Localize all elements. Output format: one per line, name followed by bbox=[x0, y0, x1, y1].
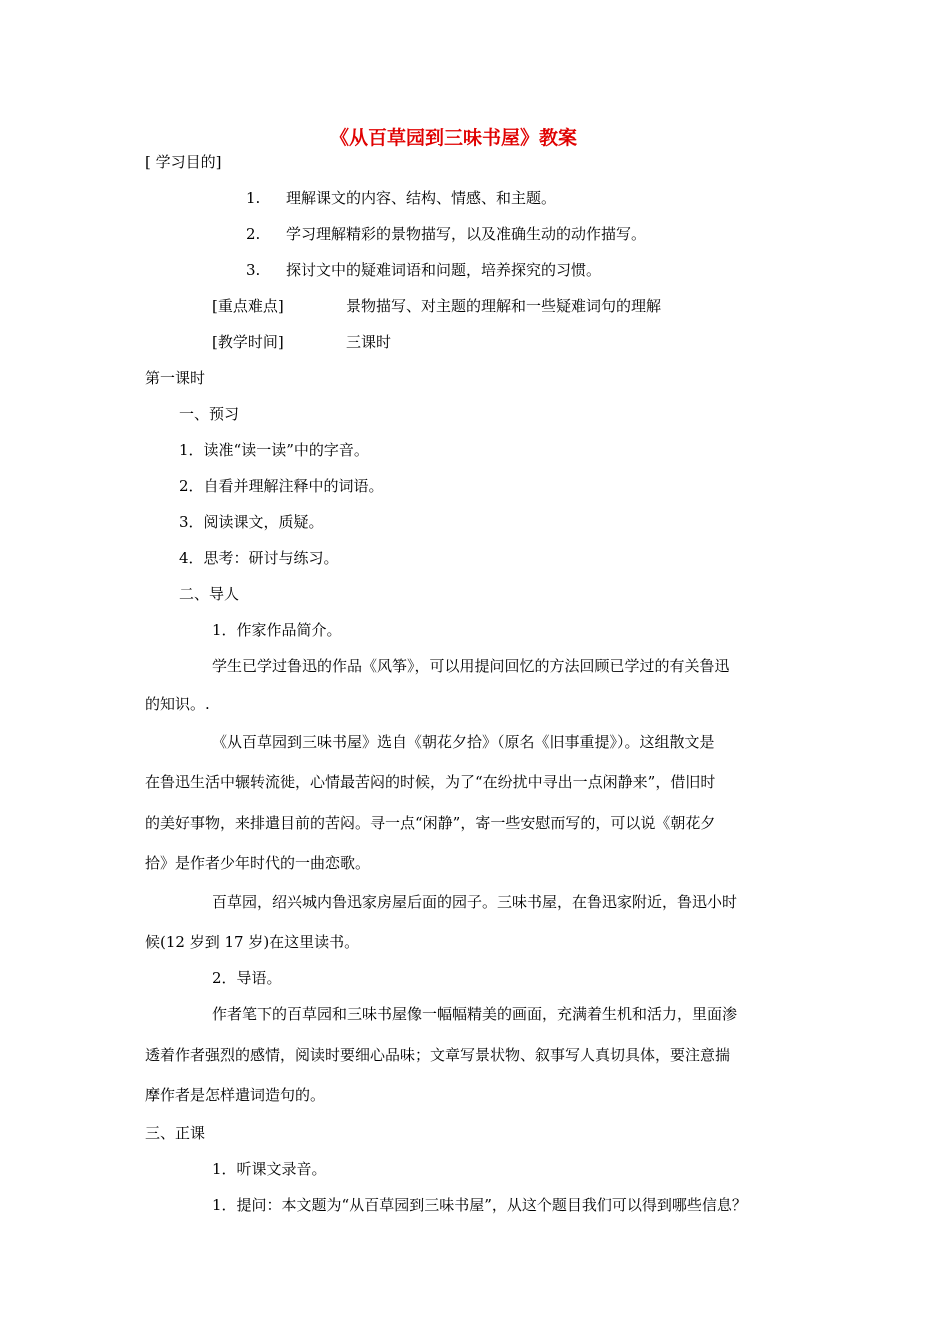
teaching-time bbox=[212, 332, 391, 352]
paragraph-line: 的知识。. bbox=[145, 695, 210, 713]
teaching-time-label: [教学时间] bbox=[212, 333, 284, 351]
objective-number: 2. bbox=[246, 225, 261, 243]
key-points-text: 景物描写、对主题的理解和一些疑难词句的理解 bbox=[346, 297, 662, 315]
document-title: 《从百草园到三味书屋》教案 bbox=[330, 127, 578, 149]
paragraph-line: 拾》是作者少年时代的一曲恋歌。 bbox=[145, 854, 371, 872]
paragraph-line: 《从百草园到三味书屋》选自《朝花夕拾》（原名《旧事重提》）。这组散文是 bbox=[212, 733, 715, 751]
subheading-lead-in: 2．导语。 bbox=[212, 969, 282, 987]
objective-text: 理解课文的内容、结构、情感、和主题。 bbox=[286, 189, 557, 207]
objectives-heading: [ 学习目的] bbox=[145, 153, 222, 171]
section-heading-main: 三、正课 bbox=[145, 1124, 206, 1142]
key-points bbox=[212, 296, 661, 316]
objective-text: 探讨文中的疑难词语和问题，培养探究的习惯。 bbox=[286, 261, 602, 279]
subheading-author-intro: 1．作家作品简介。 bbox=[212, 621, 342, 639]
objective-1 bbox=[246, 188, 556, 208]
main-item: 1．提问：本文题为“从百草园到三味书屋”，从这个题目我们可以得到哪些信息？ bbox=[212, 1196, 747, 1214]
objective-2 bbox=[246, 224, 646, 244]
paragraph-line: 摩作者是怎样遣词造句的。 bbox=[145, 1086, 326, 1104]
paragraph-line: 在鲁迅生活中辗转流徙，心情最苦闷的时候，为了“在纷扰中寻出一点闲静来”，借旧时 bbox=[145, 773, 716, 791]
paragraph-line: 候(12 岁到 17 岁)在这里读书。 bbox=[145, 933, 360, 951]
paragraph-line: 透着作者强烈的感情，阅读时要细心品味；文章写景状物、叙事写人真切具体，要注意揣 bbox=[145, 1046, 731, 1064]
main-item: 1．听课文录音。 bbox=[212, 1160, 327, 1178]
objective-number: 3. bbox=[246, 261, 261, 279]
preview-item: 1．读准“读一读”中的字音。 bbox=[179, 441, 369, 459]
key-points-label: [重点难点] bbox=[212, 297, 284, 315]
section-heading-intro: 二、导人 bbox=[179, 585, 240, 603]
paragraph-line: 的美好事物，来排遣目前的苦闷。寻一点“闲静”，寄一些安慰而写的，可以说《朝花夕 bbox=[145, 814, 716, 832]
section-heading-preview: 一、预习 bbox=[179, 405, 240, 423]
preview-item: 2．自看并理解注释中的词语。 bbox=[179, 477, 384, 495]
paragraph-line: 作者笔下的百草园和三味书屋像一幅幅精美的画面，充满着生机和活力，里面渗 bbox=[212, 1005, 738, 1023]
preview-item: 4．思考：研讨与练习。 bbox=[179, 549, 339, 567]
preview-item: 3．阅读课文，质疑。 bbox=[179, 513, 324, 531]
paragraph-line: 百草园，绍兴城内鲁迅家房屋后面的园子。三味书屋，在鲁迅家附近，鲁迅小时 bbox=[212, 893, 738, 911]
objective-number: 1. bbox=[246, 189, 261, 207]
paragraph-line: 学生已学过鲁迅的作品《风筝》，可以用提问回忆的方法回顾已学过的有关鲁迅 bbox=[212, 657, 730, 675]
objective-text: 学习理解精彩的景物描写，以及准确生动的动作描写。 bbox=[286, 225, 647, 243]
objective-3 bbox=[246, 260, 601, 280]
lesson-heading: 第一课时 bbox=[145, 369, 206, 387]
teaching-time-text: 三课时 bbox=[346, 333, 392, 351]
